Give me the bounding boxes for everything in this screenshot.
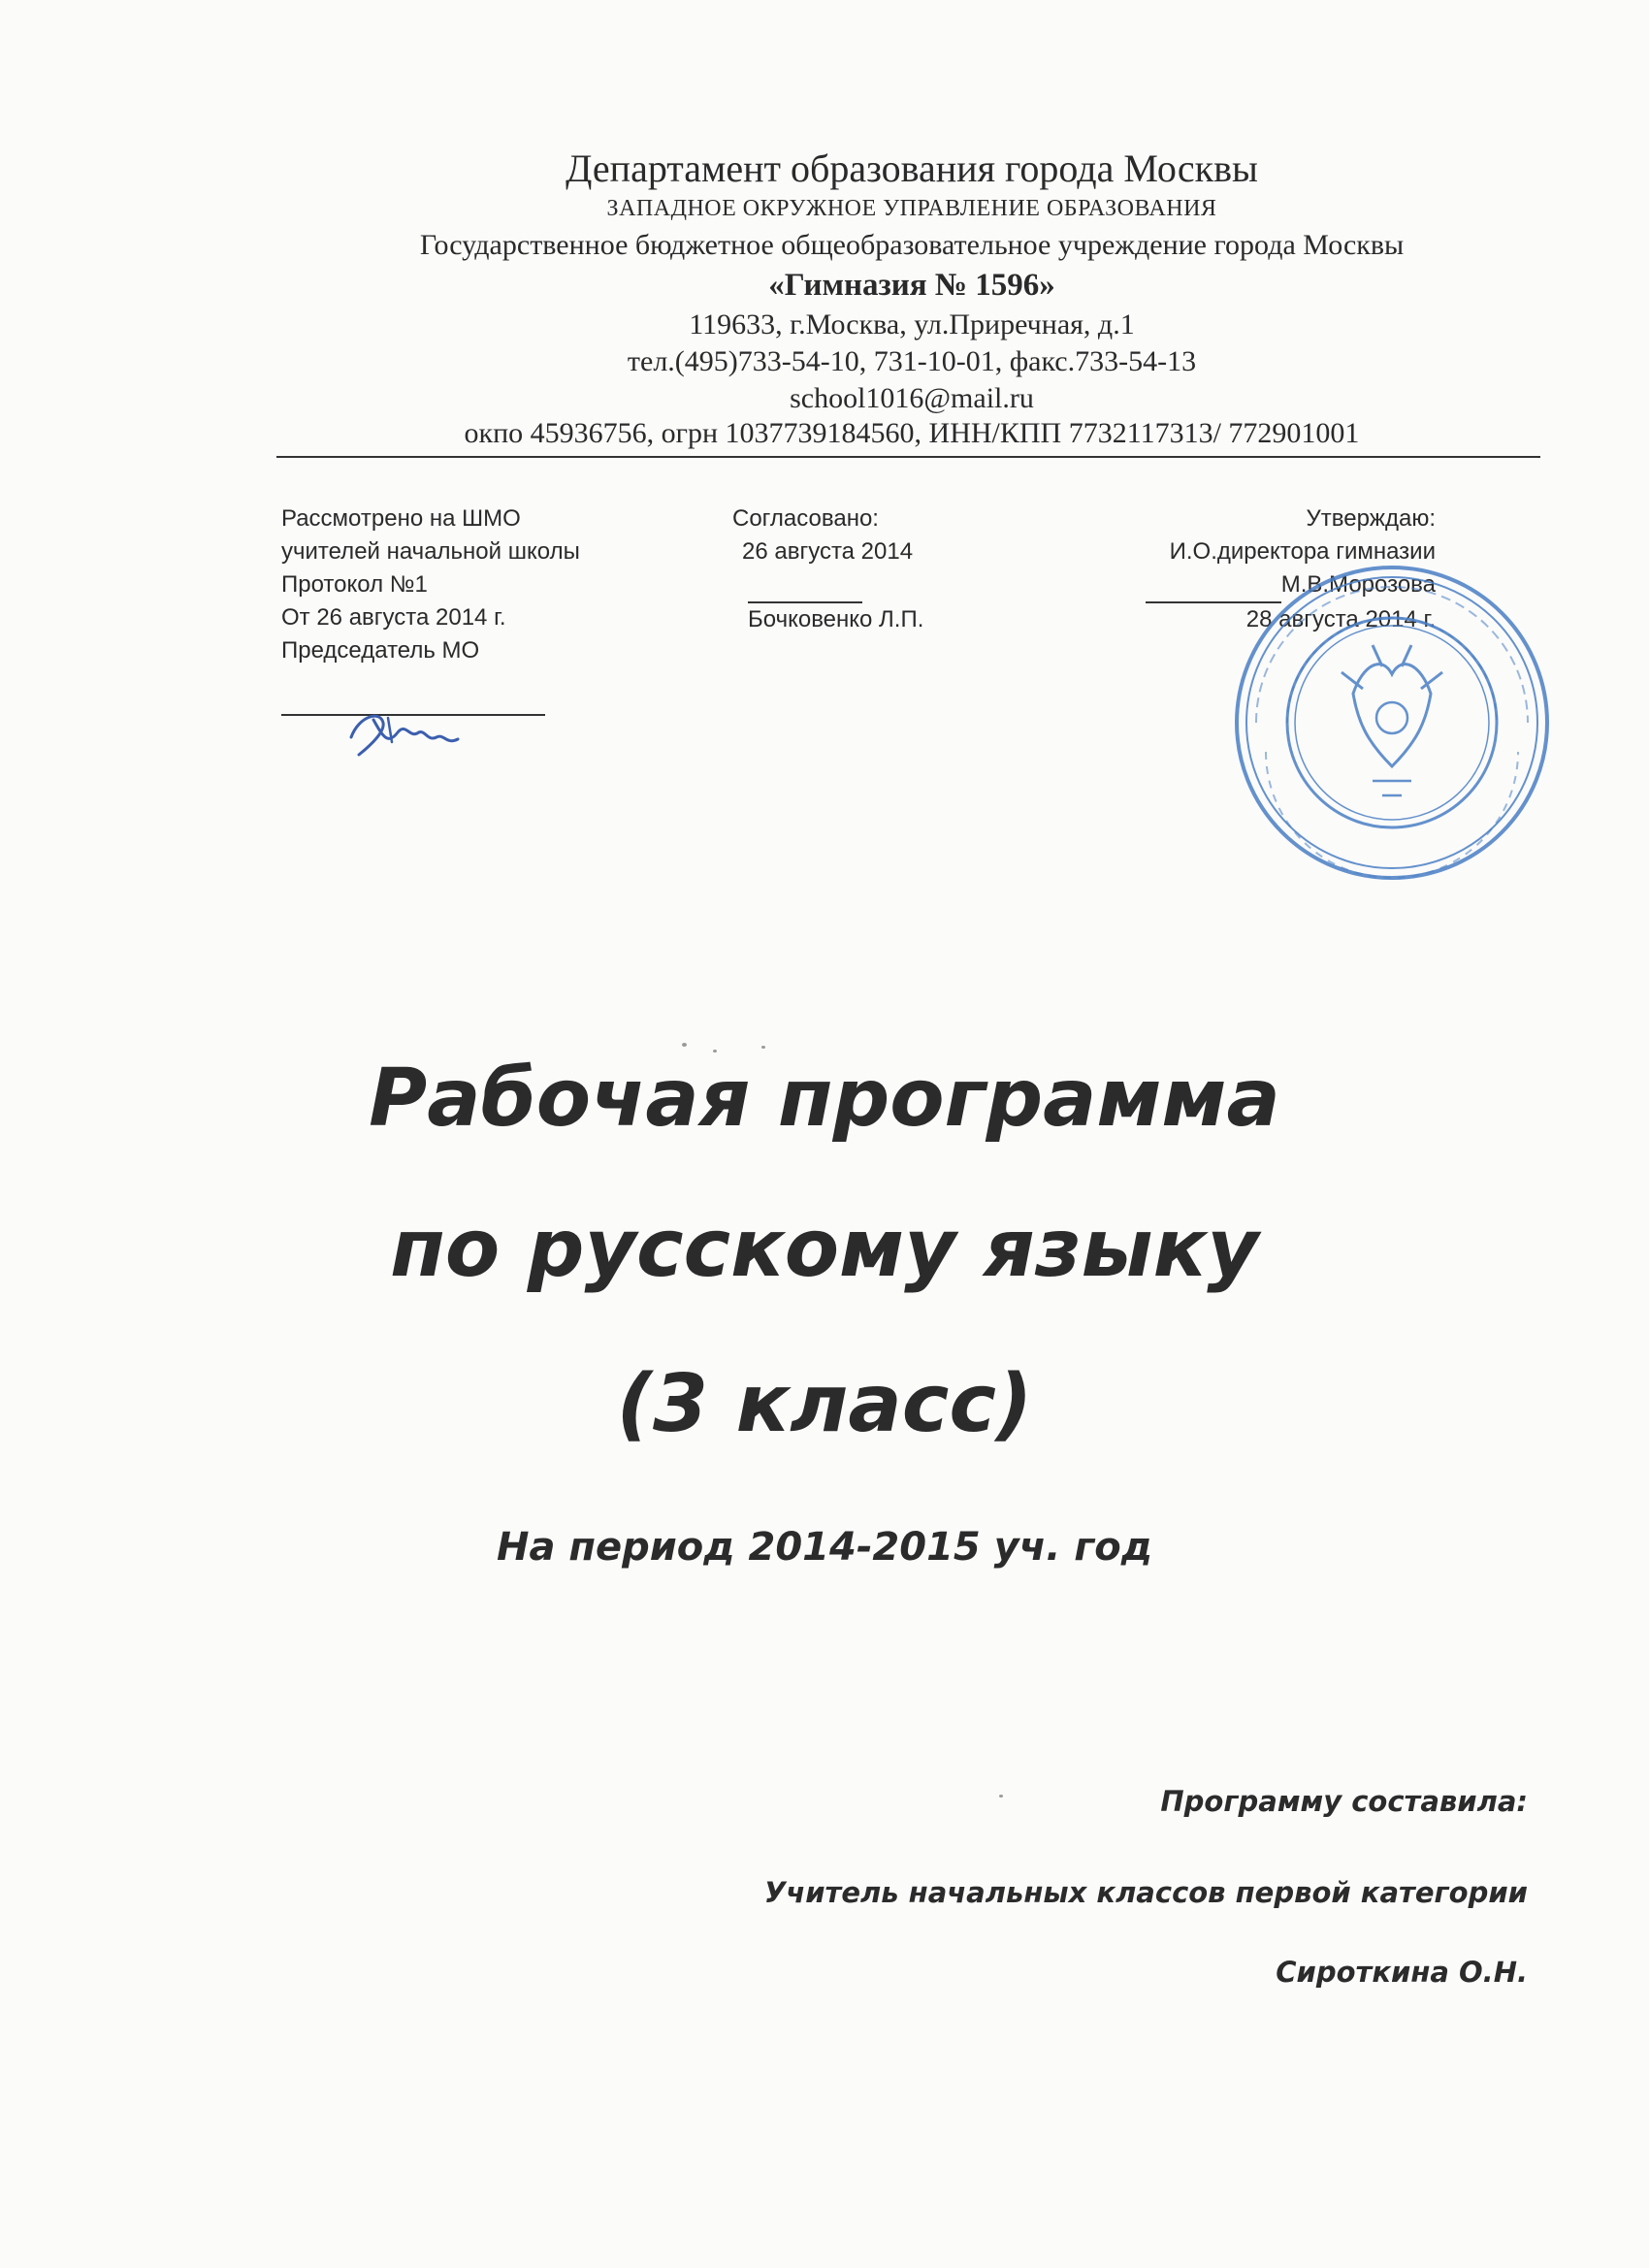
scan-speck: [999, 1795, 1003, 1798]
scan-speck: [682, 1043, 687, 1047]
official-stamp: [1227, 558, 1557, 888]
agreed-signature-line: [748, 568, 862, 603]
agreed-block: [732, 502, 923, 636]
title-line-3: (3 класс): [616, 1358, 1033, 1450]
department-name: Департамент образования города Москвы: [566, 146, 1258, 190]
author-label: Программу составила:: [1160, 1785, 1528, 1818]
reviewed-line-4: От 26 августа 2014 г.: [281, 604, 506, 631]
reviewed-line-3: Протокол №1: [281, 571, 428, 598]
agreed-line-3: Бочковенко Л.П.: [748, 606, 924, 632]
reviewed-line-5: Председатель МО: [281, 637, 480, 664]
approved-line-1: Утверждаю:: [1306, 505, 1436, 532]
reviewed-block: [281, 502, 580, 716]
chairman-signature: [330, 698, 475, 766]
school-phones: тел.(495)733-54-10, 731-10-01, факс.733-54-13: [627, 345, 1197, 377]
author-name: Сироткина О.Н.: [1276, 1956, 1528, 1989]
district-name: ЗАПАДНОЕ ОКРУЖНОЕ УПРАВЛЕНИЕ ОБРАЗОВАНИЯ: [606, 196, 1217, 221]
header-divider: [276, 456, 1540, 458]
school-name: «Гимназия № 1596»: [768, 268, 1055, 303]
school-email: school1016@mail.ru: [790, 382, 1034, 414]
academic-period: На период 2014-2015 уч. год: [496, 1525, 1153, 1570]
agreed-line-2: 26 августа 2014: [742, 538, 914, 565]
title-line-2: по русскому языку: [390, 1203, 1259, 1295]
title-line-1: Рабочая программа: [369, 1053, 1280, 1145]
scan-speck: [761, 1046, 765, 1049]
school-codes: окпо 45936756, огрн 1037739184560, ИНН/КПП 7732117313/ 772901001: [464, 417, 1360, 449]
approved-line-2: И.О.директора гимназии: [1169, 538, 1436, 565]
reviewed-line-2: учителей начальной школы: [281, 538, 580, 565]
author-position: Учитель начальных классов первой категории: [763, 1876, 1528, 1909]
school-address: 119633, г.Москва, ул.Приречная, д.1: [689, 308, 1135, 340]
agreed-line-1: Согласовано:: [732, 505, 879, 532]
approved-line-3: М.В.Морозова: [1280, 571, 1436, 598]
scan-speck: [713, 1050, 717, 1053]
institution-name: Государственное бюджетное общеобразовательное учреждение города Москвы: [419, 229, 1405, 261]
reviewed-line-1: Рассмотрено на ШМО: [281, 505, 521, 532]
approved-line-4: 28 августа 2014 г.: [1245, 606, 1436, 632]
